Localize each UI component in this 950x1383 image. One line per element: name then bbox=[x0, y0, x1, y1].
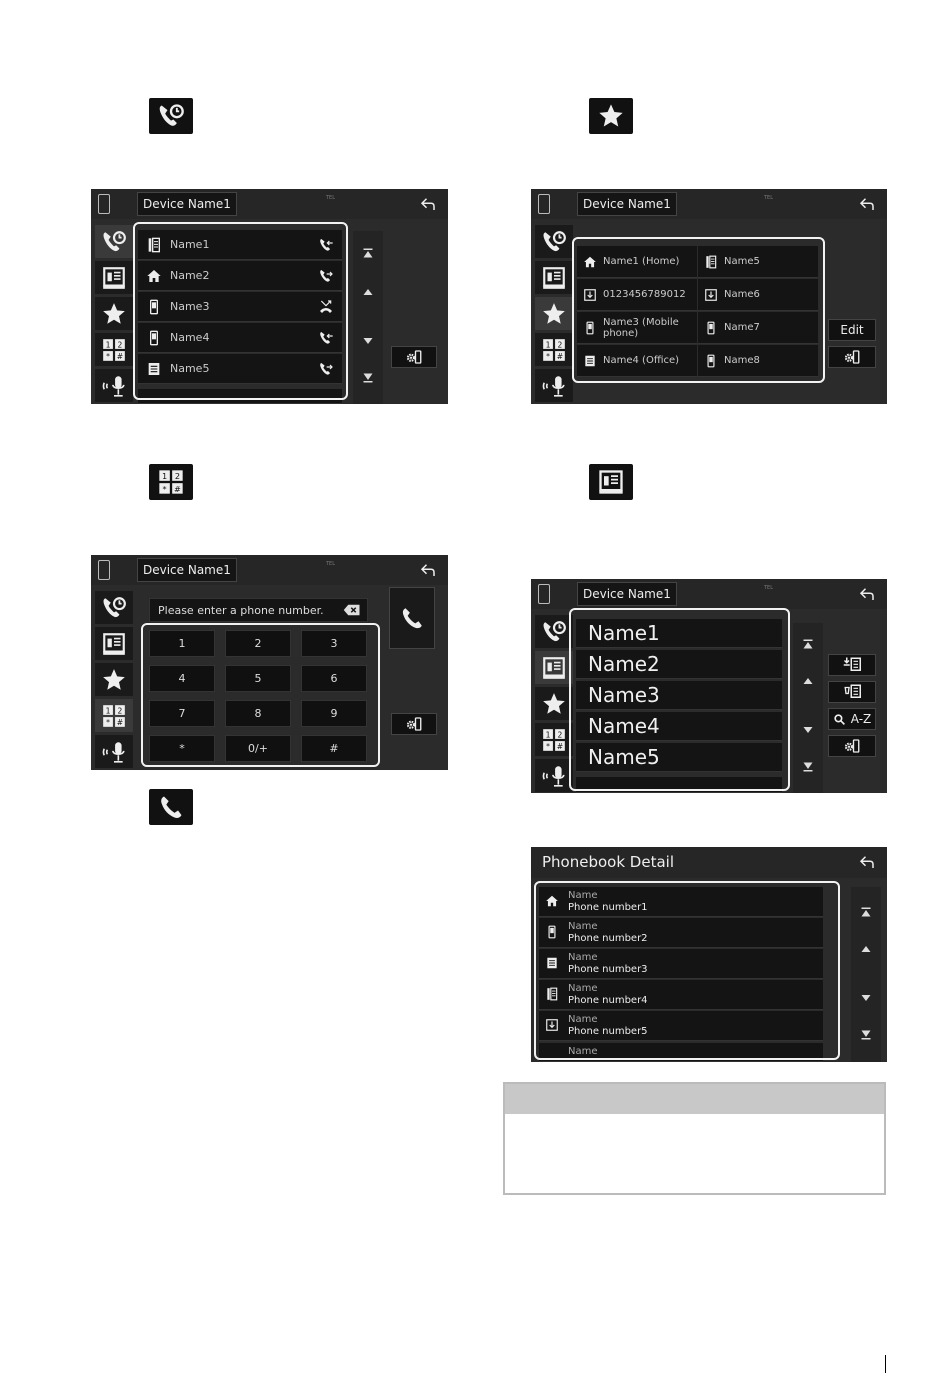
scroll-up-icon[interactable] bbox=[801, 675, 815, 687]
call-history-icon bbox=[149, 98, 193, 134]
sidebar-favorites-button[interactable] bbox=[535, 687, 573, 720]
call-history-icon bbox=[541, 619, 567, 645]
dial-key[interactable]: 0/+ bbox=[225, 735, 291, 762]
top-bar bbox=[91, 189, 448, 219]
dialpad-icon bbox=[149, 464, 193, 500]
contact-name[interactable]: Name5 bbox=[576, 743, 782, 772]
top-bar bbox=[91, 555, 448, 585]
contact-name[interactable]: Name2 bbox=[576, 650, 782, 679]
sidebar-history-button[interactable] bbox=[535, 615, 573, 648]
dialpad-screen bbox=[91, 555, 448, 770]
phonebook-icon bbox=[541, 265, 567, 291]
entry-label: Name bbox=[568, 890, 598, 901]
contact-name[interactable]: Name3 bbox=[576, 681, 782, 710]
settings-icon bbox=[842, 737, 862, 755]
sidebar bbox=[95, 591, 135, 770]
scroll-down-icon[interactable] bbox=[361, 335, 375, 347]
sidebar-phonebook-button[interactable] bbox=[95, 627, 133, 660]
contact-name: Name4 bbox=[170, 331, 210, 344]
dial-key[interactable]: 8 bbox=[225, 700, 291, 727]
sidebar-phonebook-button[interactable] bbox=[95, 261, 133, 294]
entry-label: Name bbox=[568, 921, 598, 932]
phone-status-icon bbox=[538, 194, 550, 214]
back-icon[interactable] bbox=[418, 195, 438, 213]
sidebar-favorites-button[interactable] bbox=[95, 297, 133, 330]
highlight-frame bbox=[534, 881, 840, 1060]
sidebar-phonebook-button[interactable] bbox=[535, 261, 573, 294]
scroll-down-icon[interactable] bbox=[859, 992, 873, 1004]
dial-key[interactable]: 4 bbox=[149, 665, 215, 692]
note-box bbox=[503, 1082, 886, 1195]
scroll-bar[interactable] bbox=[851, 887, 881, 1062]
sidebar-voice-button[interactable] bbox=[95, 369, 133, 402]
dialpad-icon bbox=[101, 703, 127, 729]
device-name[interactable]: Device Name1 bbox=[577, 582, 677, 606]
top-bar bbox=[531, 189, 887, 219]
scroll-up-icon[interactable] bbox=[361, 286, 375, 298]
call-history-icon bbox=[541, 229, 567, 255]
favorite-name: Name7 bbox=[724, 322, 760, 333]
backspace-icon[interactable] bbox=[343, 604, 361, 616]
settings-icon bbox=[404, 348, 424, 366]
favorites-screen bbox=[531, 189, 887, 404]
voice-recognition-icon bbox=[541, 373, 567, 399]
call-history-icon bbox=[101, 229, 127, 255]
phone-status-icon bbox=[98, 194, 110, 214]
scroll-top-icon[interactable] bbox=[859, 906, 873, 918]
phonebook-icon bbox=[541, 655, 567, 681]
dial-key[interactable]: 6 bbox=[301, 665, 367, 692]
sidebar bbox=[535, 225, 575, 404]
scroll-bar[interactable] bbox=[353, 231, 383, 404]
dial-key[interactable]: 1 bbox=[149, 630, 215, 657]
settings-icon bbox=[404, 715, 424, 733]
phone-number: Phone number5 bbox=[568, 1026, 648, 1037]
star-icon bbox=[541, 301, 567, 327]
top-bar bbox=[531, 847, 887, 878]
entry-label: Name bbox=[568, 1046, 598, 1057]
download-phonebook-icon bbox=[835, 656, 869, 674]
dialpad-icon bbox=[101, 337, 127, 363]
phonebook-screen bbox=[531, 579, 887, 793]
highlight-frame bbox=[141, 623, 380, 767]
star-icon bbox=[589, 98, 633, 134]
phone-number: Phone number1 bbox=[568, 902, 648, 913]
page-title: Phonebook Detail bbox=[542, 853, 674, 871]
delete-phonebook-button[interactable] bbox=[828, 681, 876, 703]
sidebar-dialpad-button[interactable] bbox=[535, 333, 573, 366]
contact-name[interactable]: Name4 bbox=[576, 712, 782, 741]
favorite-name: Name4 (Office) bbox=[603, 355, 680, 366]
highlight-frame bbox=[572, 237, 825, 383]
edit-button[interactable]: Edit bbox=[828, 319, 876, 341]
note-header bbox=[505, 1084, 884, 1114]
dialpad-icon bbox=[541, 337, 567, 363]
sidebar-history-button[interactable] bbox=[95, 225, 133, 258]
tel-indicator: TEL bbox=[764, 585, 773, 591]
favorite-name: Name3 (Mobile phone) bbox=[603, 316, 679, 339]
back-icon[interactable] bbox=[857, 195, 877, 213]
entry-label: Name bbox=[568, 952, 598, 963]
scroll-down-icon[interactable] bbox=[801, 724, 815, 736]
voice-recognition-icon bbox=[101, 373, 127, 399]
phone-number-input[interactable] bbox=[149, 598, 368, 622]
dial-key[interactable]: 3 bbox=[301, 630, 367, 657]
scroll-top-icon[interactable] bbox=[801, 638, 815, 650]
star-icon bbox=[101, 667, 127, 693]
call-button[interactable] bbox=[389, 587, 435, 649]
call-history-icon bbox=[101, 595, 127, 621]
phone-number-placeholder: Please enter a phone number. bbox=[158, 604, 324, 617]
favorite-name: Name6 bbox=[724, 289, 760, 300]
scroll-bottom-icon[interactable] bbox=[859, 1029, 873, 1041]
phonebook-icon bbox=[589, 464, 633, 500]
dial-key[interactable]: 9 bbox=[301, 700, 367, 727]
dial-key[interactable]: # bbox=[301, 735, 367, 762]
sidebar-dialpad-button[interactable] bbox=[95, 333, 133, 366]
call-history-screen bbox=[91, 189, 448, 404]
favorite-name: 0123456789012 bbox=[603, 289, 686, 300]
back-icon[interactable] bbox=[857, 585, 877, 603]
phone-status-icon bbox=[98, 560, 110, 580]
handset-icon bbox=[399, 605, 425, 631]
favorite-name: Name1 (Home) bbox=[603, 256, 680, 267]
sidebar-history-button[interactable] bbox=[535, 225, 573, 258]
phone-number: Phone number2 bbox=[568, 933, 648, 944]
handset-icon bbox=[149, 789, 193, 825]
device-name[interactable]: Device Name1 bbox=[137, 558, 237, 582]
contact-name: Name5 bbox=[170, 362, 210, 375]
phonebook-detail-screen bbox=[531, 847, 887, 1062]
dial-key[interactable]: 5 bbox=[225, 665, 291, 692]
favorite-name: Name8 bbox=[724, 355, 760, 366]
contact-name: Name1 bbox=[170, 238, 210, 251]
phone-status-icon bbox=[538, 584, 550, 604]
sidebar-dialpad-button[interactable] bbox=[95, 699, 133, 732]
contact-name: Name3 bbox=[170, 300, 210, 313]
top-bar bbox=[531, 579, 887, 609]
sidebar bbox=[95, 225, 135, 404]
page-marker bbox=[885, 1355, 886, 1373]
contact-name[interactable]: Name1 bbox=[576, 619, 782, 648]
phonebook-icon bbox=[101, 265, 127, 291]
highlight-frame bbox=[569, 608, 790, 791]
dial-key[interactable]: * bbox=[149, 735, 215, 762]
settings-button[interactable] bbox=[828, 735, 876, 757]
settings-icon bbox=[842, 348, 862, 366]
search-button[interactable] bbox=[828, 708, 876, 730]
tel-indicator: TEL bbox=[764, 195, 773, 201]
scroll-bottom-icon[interactable] bbox=[801, 761, 815, 773]
sidebar-voice-button[interactable] bbox=[535, 759, 573, 792]
contact-name: Name2 bbox=[170, 269, 210, 282]
sidebar-history-button[interactable] bbox=[95, 591, 133, 624]
phone-number: Phone number3 bbox=[568, 964, 648, 975]
sidebar-favorites-button[interactable] bbox=[95, 663, 133, 696]
back-icon[interactable] bbox=[857, 853, 877, 871]
highlight-frame bbox=[133, 222, 348, 400]
dial-key[interactable]: 2 bbox=[225, 630, 291, 657]
phonebook-icon bbox=[101, 631, 127, 657]
voice-recognition-icon bbox=[101, 739, 127, 765]
scroll-bar[interactable] bbox=[793, 623, 823, 793]
delete-phonebook-icon bbox=[835, 683, 869, 701]
settings-button[interactable] bbox=[391, 346, 437, 368]
tel-indicator: TEL bbox=[326, 561, 335, 567]
star-icon bbox=[101, 301, 127, 327]
star-icon bbox=[541, 691, 567, 717]
sidebar-voice-button[interactable] bbox=[535, 369, 573, 402]
sidebar-favorites-button[interactable] bbox=[535, 297, 573, 330]
search-label: A-Z bbox=[850, 712, 872, 726]
scroll-top-icon[interactable] bbox=[361, 247, 375, 259]
entry-label: Name bbox=[568, 1014, 598, 1025]
voice-recognition-icon bbox=[541, 763, 567, 789]
settings-button[interactable] bbox=[828, 346, 876, 368]
phone-number: Phone number4 bbox=[568, 995, 648, 1006]
dialpad-icon bbox=[541, 727, 567, 753]
scroll-up-icon[interactable] bbox=[859, 943, 873, 955]
sidebar-phonebook-button[interactable] bbox=[535, 651, 573, 684]
sidebar-voice-button[interactable] bbox=[95, 735, 133, 768]
sidebar-dialpad-button[interactable] bbox=[535, 723, 573, 756]
favorite-name: Name5 bbox=[724, 256, 760, 267]
device-name[interactable]: Device Name1 bbox=[577, 192, 677, 216]
download-phonebook-button[interactable] bbox=[828, 654, 876, 676]
device-name[interactable]: Device Name1 bbox=[137, 192, 237, 216]
settings-button[interactable] bbox=[391, 713, 437, 735]
back-icon[interactable] bbox=[418, 561, 438, 579]
entry-label: Name bbox=[568, 983, 598, 994]
search-icon bbox=[833, 713, 846, 726]
tel-indicator: TEL bbox=[326, 195, 335, 201]
scroll-bottom-icon[interactable] bbox=[361, 372, 375, 384]
dial-key[interactable]: 7 bbox=[149, 700, 215, 727]
